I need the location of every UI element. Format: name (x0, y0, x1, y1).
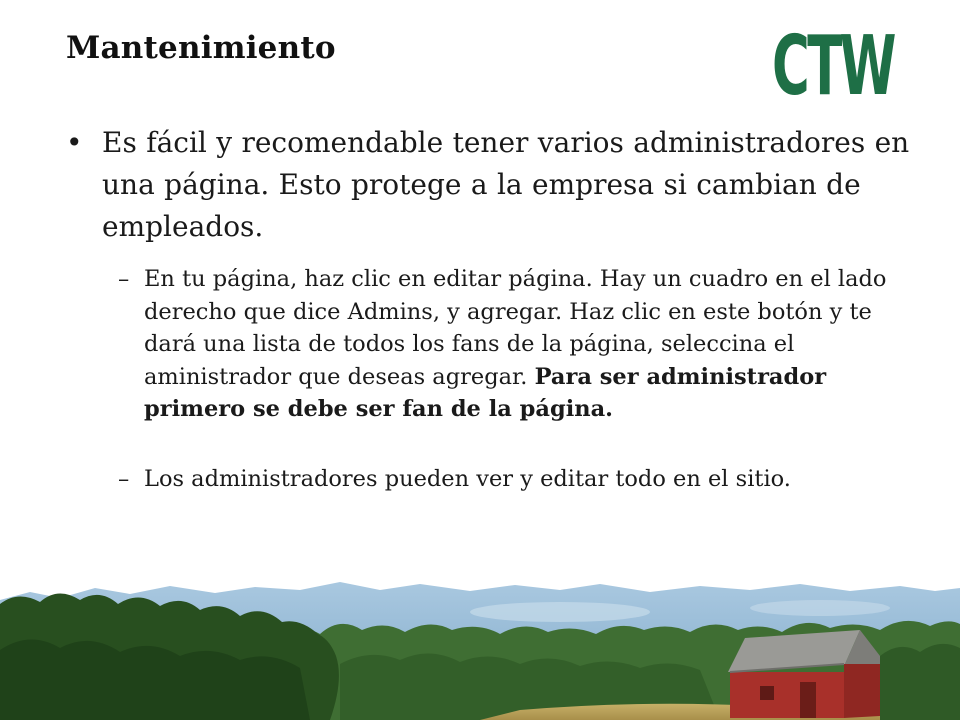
landscape-image (0, 560, 960, 720)
bullet-item (66, 122, 916, 248)
slide-title: Mantenimiento (66, 30, 336, 66)
subbullet-bold-text: Para ser administrador primero se debe ser fan de la página. (144, 363, 827, 422)
subbullet-text: En tu página, haz clic en editar página. Hay un cuadro en el lado derecho que dice Admins, y agregar. Haz clic en este botón y te dará una lista de todos los fans de la página, seleccina el aministrador que deseas agregar. (144, 266, 887, 390)
logo-text: CTW (772, 19, 895, 114)
barn (728, 630, 880, 718)
subbullet-item (118, 263, 888, 426)
subbullet-marker: – (118, 466, 130, 492)
bullet-text: Es fácil y recomendable tener varios administradores en una página. Esto protege a la empresa si cambian de empleados. (102, 126, 910, 243)
subbullet-text-container (144, 263, 888, 426)
ctw-logo (770, 18, 900, 114)
bullet-marker: • (66, 126, 83, 159)
subbullet-item (118, 463, 888, 496)
subbullet-marker: – (118, 266, 130, 292)
subbullet-text: Los administradores pueden ver y editar todo en el sitio. (144, 466, 791, 492)
